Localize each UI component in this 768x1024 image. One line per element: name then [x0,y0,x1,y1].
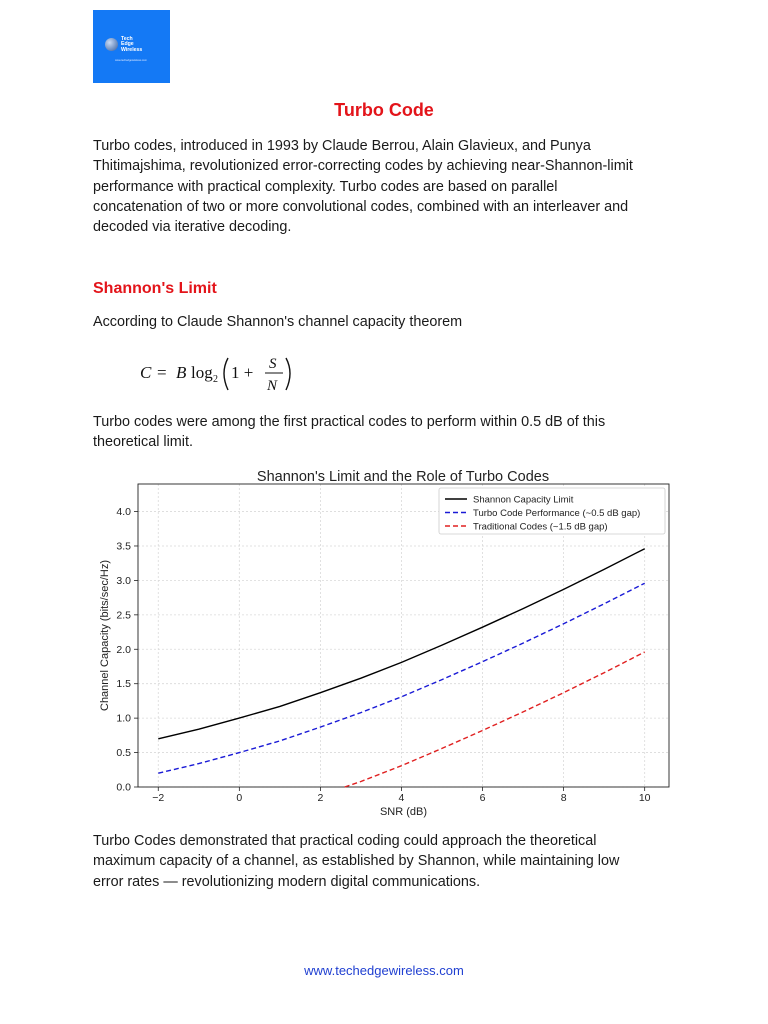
y-tick-label: 3.0 [116,574,131,587]
y-tick-label: 4.0 [116,506,131,519]
y-tick-label: 2.0 [116,643,131,656]
x-tick-label: −2 [152,792,165,804]
x-tick-label: 6 [479,792,486,804]
y-tick-label: 1.0 [116,712,131,725]
intro-line: decoded via iterative decoding. [93,219,292,236]
legend-label: Traditional Codes (~1.5 dB gap) [473,521,608,533]
practical-paragraph [93,412,683,453]
formula-one-plus: 1 + [231,363,254,382]
series-line-3 [345,652,645,787]
legend-label: Shannon Capacity Limit [473,494,574,506]
conclusion-line: error rates — revolutionizing modern digital communications. [93,873,481,890]
y-tick-label: 1.5 [116,678,131,691]
y-axis-label: Channel Capacity (bits/sec/Hz) [99,559,111,712]
x-axis-label: SNR (dB) [379,806,428,818]
formula-equals: = [157,363,167,382]
logo-brand-line: Wireless [121,46,143,53]
practical-line: Turbo codes were among the first practical codes to perform within 0.5 dB of this [93,414,606,430]
formula-left-paren [224,358,228,390]
globe-icon [105,38,118,51]
section-heading: Shannon's Limit [93,280,217,297]
shannon-limit-chart [93,460,675,822]
formula-numerator: S [269,356,277,372]
formula-right-paren [286,358,290,390]
intro-line: Thitimajshima, revolutionized error-correcting codes by achieving near-Shannon-limit [93,158,633,175]
theorem-intro: According to Claude Shannon's channel capacity theorem [93,314,463,330]
intro-line: concatenation of two or more convolutional codes, combined with an interleaver and [93,198,629,215]
x-tick-label: 0 [236,792,243,804]
shannon-formula [138,350,308,398]
logo-brand-line: Tech [121,36,133,42]
y-tick-label: 3.5 [116,540,131,553]
formula-bandwidth: B [176,363,187,382]
conclusion-line: Turbo Codes demonstrated that practical coding could approach the theoretical [93,833,597,849]
y-tick-label: 0.0 [116,781,131,794]
company-logo [93,10,170,83]
footer-website-link[interactable]: www.techedgewireless.com [304,963,464,978]
x-tick-label: 8 [560,792,567,804]
y-tick-label: 0.5 [116,747,131,760]
y-tick-label: 2.5 [116,609,131,622]
logo-brand-name [121,37,169,53]
logo-brand-line: Edge [121,41,134,48]
x-tick-label: 4 [398,792,405,804]
intro-line: Turbo codes, introduced in 1993 by Claude Berrou, Alain Glavieux, and Punya [93,138,591,154]
x-tick-label: 10 [638,792,651,804]
chart-title: Shannon's Limit and the Role of Turbo Codes [256,469,550,485]
formula-log-base: 2 [213,374,218,385]
logo-tagline: www.techedgewireless.com [115,59,147,62]
formula-denominator: N [267,378,278,394]
formula-lhs: C [140,363,152,382]
formula-log: log [191,363,213,382]
conclusion-line: maximum capacity of a channel, as established by Shannon, while maintaining low [93,853,620,870]
intro-line: performance with practical complexity. Turbo codes are based on parallel [93,178,558,195]
legend-label: Turbo Code Performance (~0.5 dB gap) [473,508,641,519]
x-tick-label: 2 [317,792,324,804]
page-title: Turbo Code [334,100,434,120]
conclusion-paragraph [93,831,683,892]
practical-line: theoretical limit. [93,434,193,451]
intro-paragraph [93,136,683,237]
